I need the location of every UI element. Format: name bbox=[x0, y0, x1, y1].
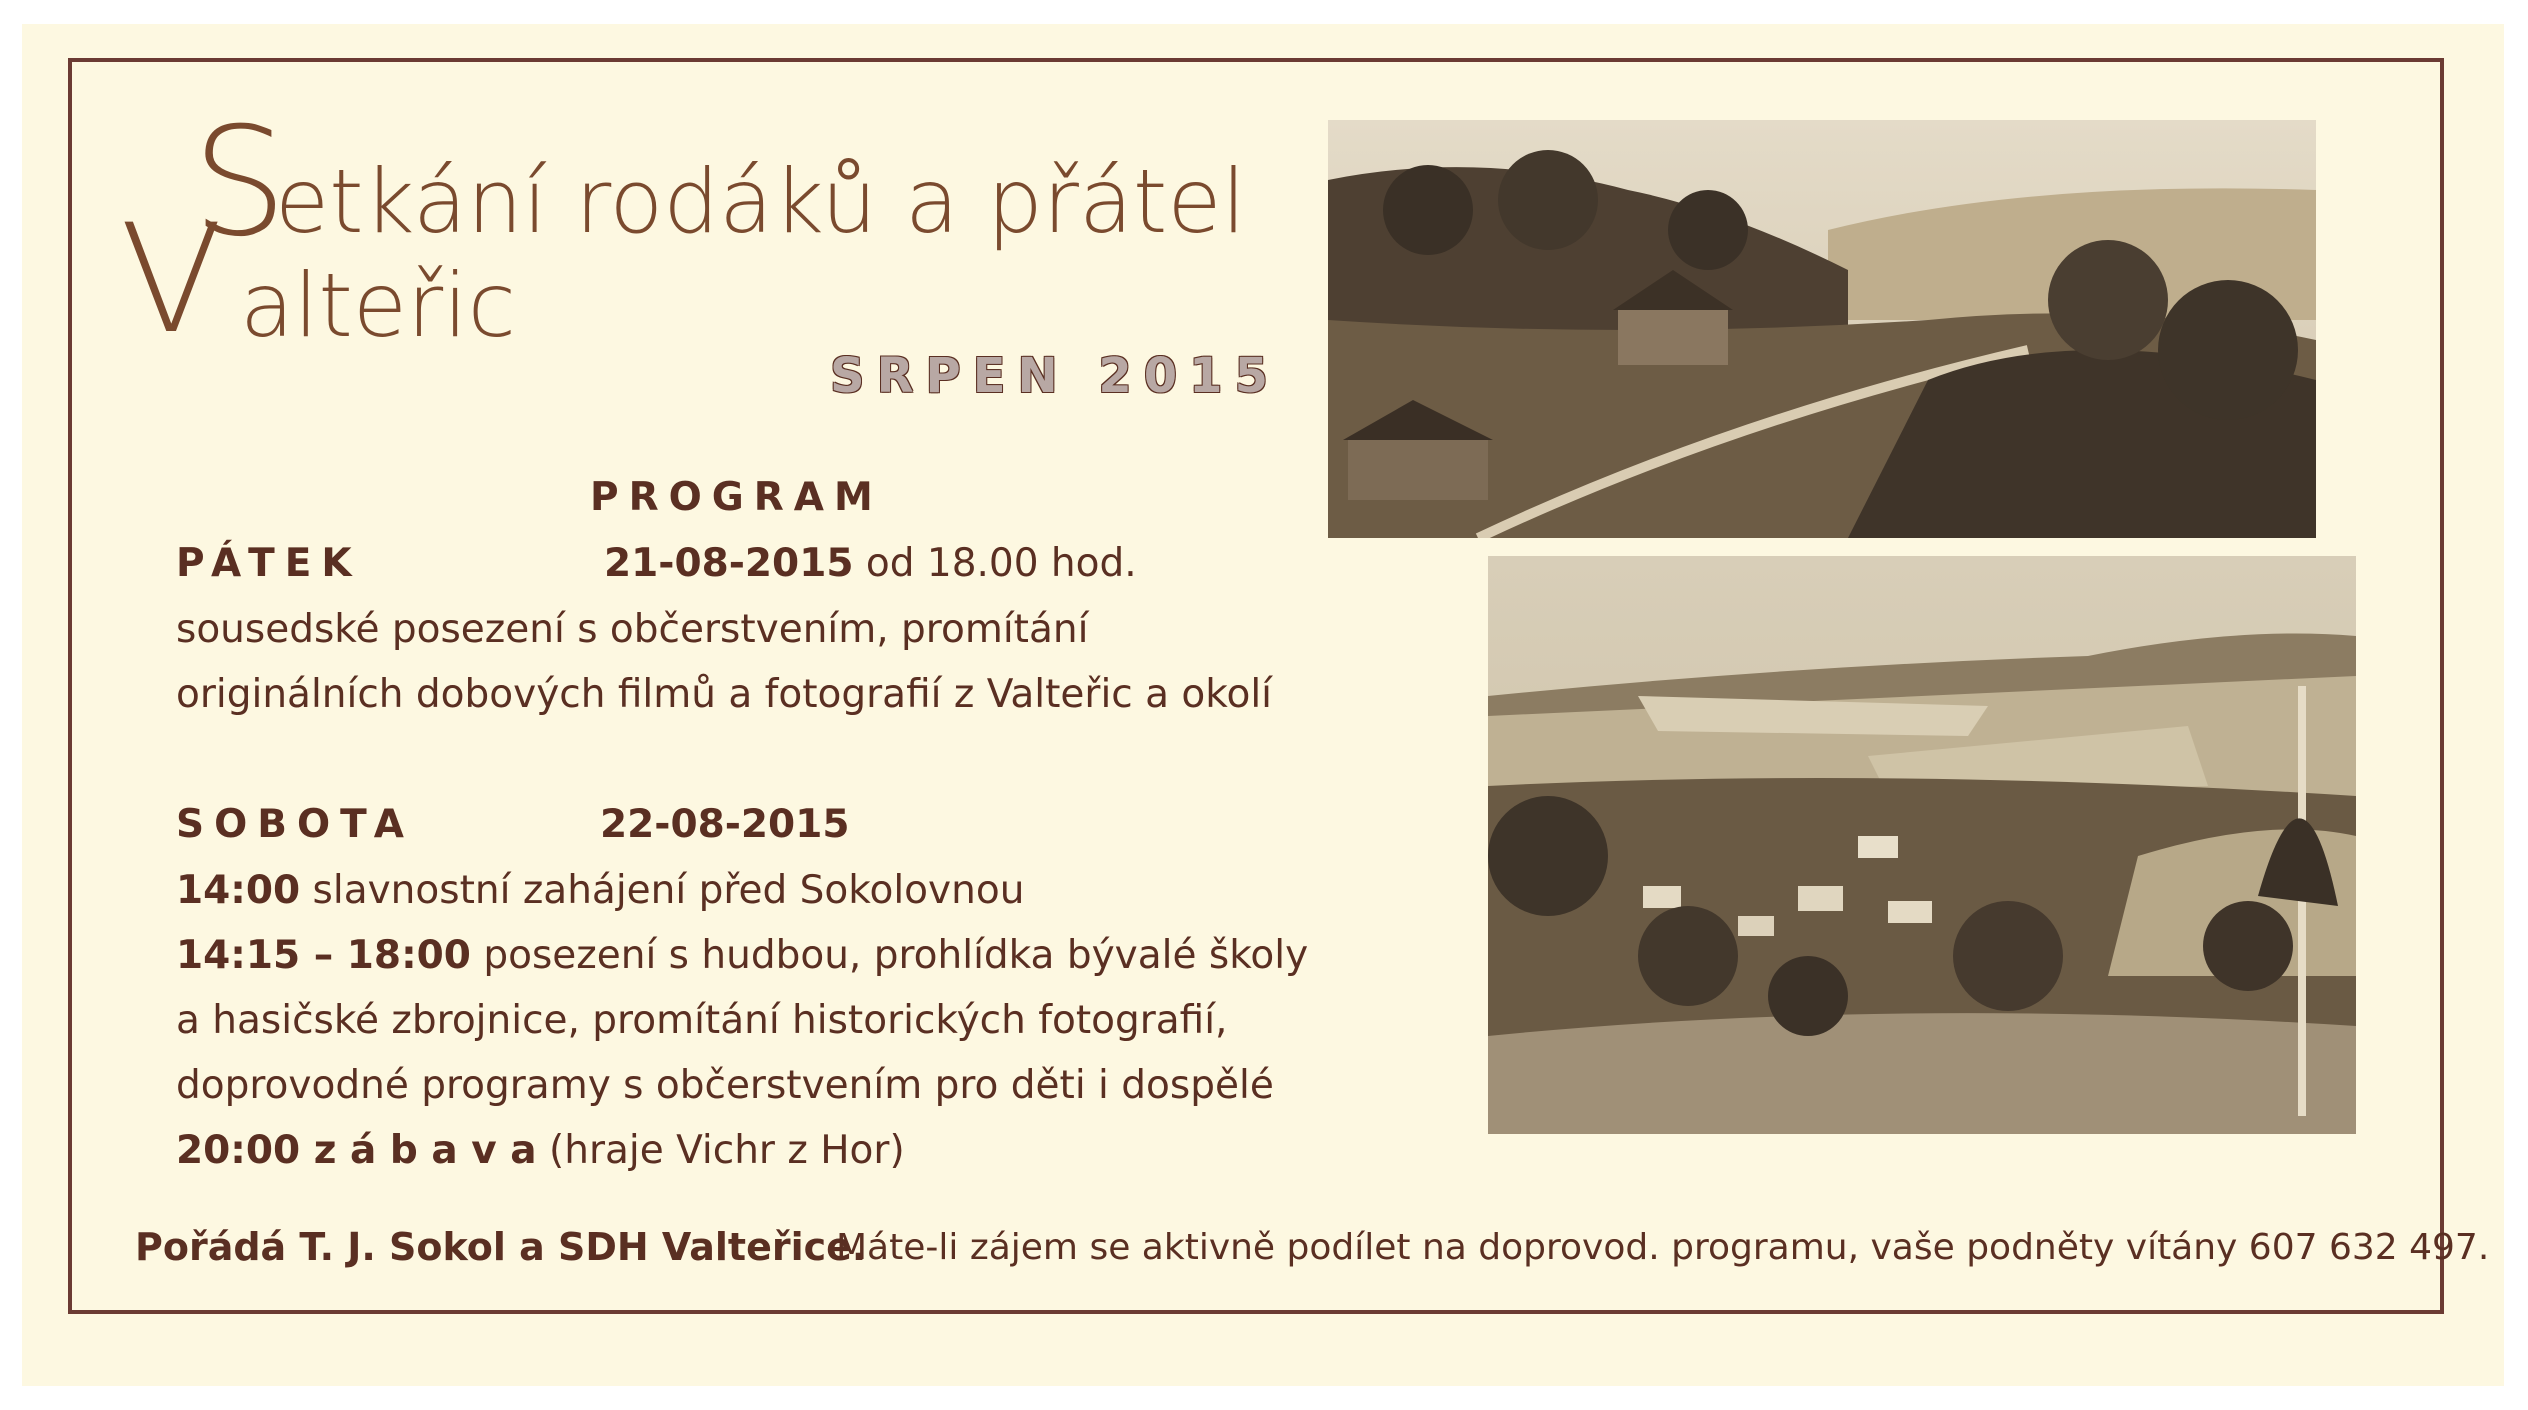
organizer-text: Pořádá T. J. Sokol a SDH Valteřice. bbox=[135, 1225, 867, 1269]
friday-description-1: sousedské posezení s občerstvením, promítání bbox=[176, 607, 1089, 652]
title-line-2: alteřic bbox=[240, 254, 517, 357]
village-photo-top-image bbox=[1328, 120, 2316, 538]
saturday-date: 22-08-2015 bbox=[600, 802, 850, 847]
title-initial-v: V bbox=[120, 193, 221, 367]
saturday-item-3-text: (hraje Vichr z Hor) bbox=[536, 1128, 905, 1173]
saturday-item-3-time: 20:00 z á b a v a bbox=[176, 1128, 537, 1173]
program-heading: PROGRAM bbox=[590, 475, 883, 520]
friday-label: PÁTEK bbox=[176, 541, 362, 586]
saturday-item-1-time: 14:00 bbox=[176, 868, 301, 913]
village-photo-bottom bbox=[1488, 556, 2356, 1134]
friday-date-line bbox=[604, 541, 1137, 586]
friday-time: od 18.00 hod. bbox=[853, 541, 1137, 586]
village-photo-bottom-image bbox=[1488, 556, 2356, 1134]
saturday-item-2-line-2: a hasičské zbrojnice, promítání historických fotografií, bbox=[176, 998, 1228, 1043]
title-line-1: etkání rodáků a přátel bbox=[275, 150, 1247, 253]
village-photo-top bbox=[1328, 120, 2316, 538]
saturday-item-1-text: slavnostní zahájení před Sokolovnou bbox=[300, 868, 1025, 913]
friday-description-2: originálních dobových filmů a fotografií z Valteřic a okolí bbox=[176, 672, 1272, 717]
contact-text: Máte-li zájem se aktivně podílet na doprovod. programu, vaše podněty vítány 607 632 497. bbox=[836, 1227, 2490, 1268]
friday-date: 21-08-2015 bbox=[604, 541, 854, 586]
saturday-item-3 bbox=[176, 1128, 905, 1173]
title-initial-s: S bbox=[192, 96, 286, 270]
saturday-item-2 bbox=[176, 933, 1309, 978]
saturday-item-2-line-3: doprovodné programy s občerstvením pro děti i dospělé bbox=[176, 1063, 1274, 1108]
saturday-item-1 bbox=[176, 868, 1025, 913]
saturday-item-2-time: 14:15 – 18:00 bbox=[176, 933, 471, 978]
saturday-label: SOBOTA bbox=[176, 802, 414, 847]
saturday-item-2-text: posezení s hudbou, prohlídka bývalé školy bbox=[470, 933, 1309, 978]
date-heading: SRPEN 2015 bbox=[830, 348, 1280, 404]
